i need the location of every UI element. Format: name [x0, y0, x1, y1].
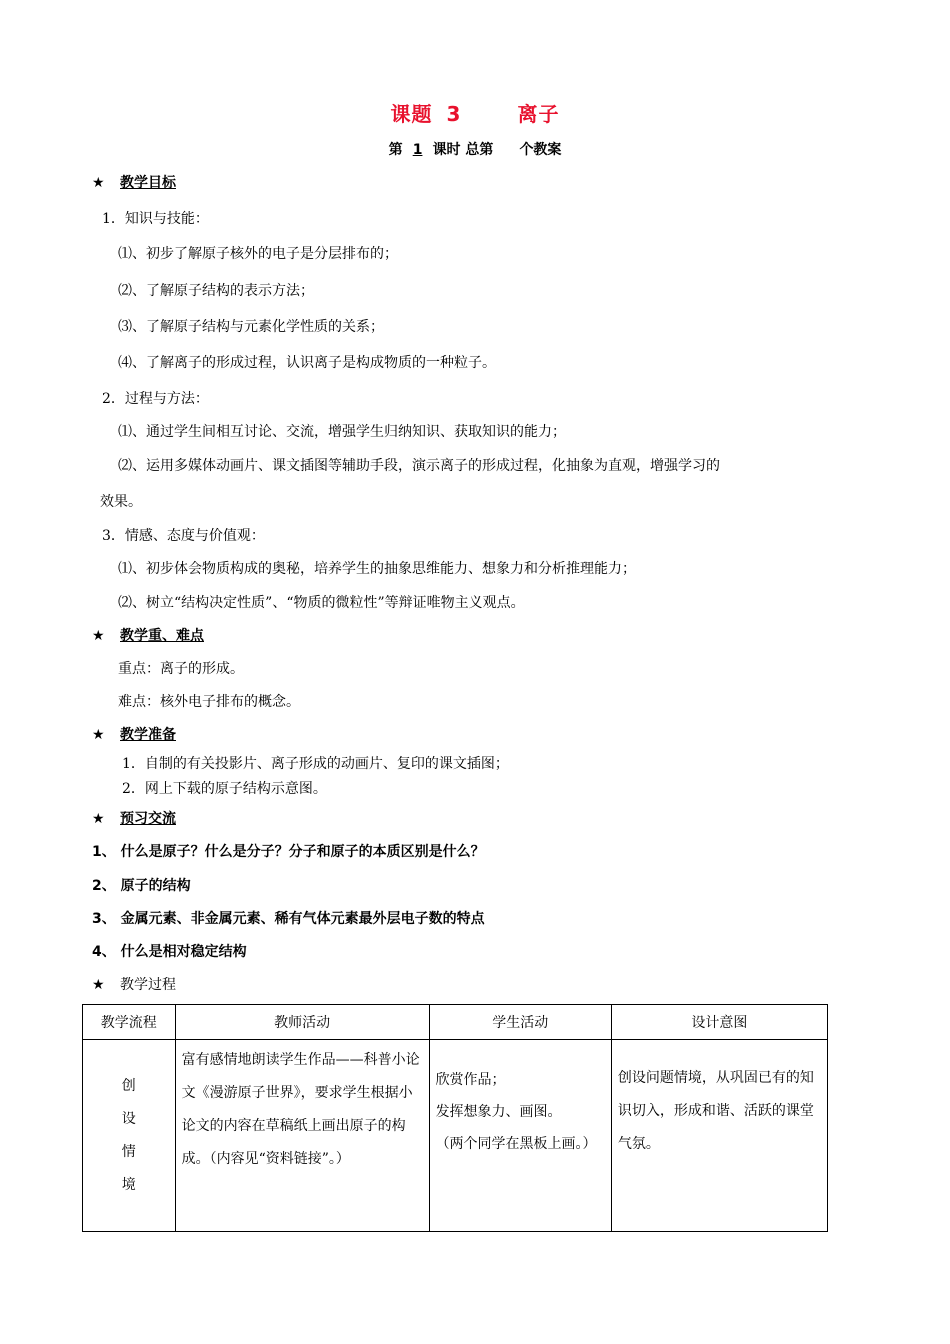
lesson-subtitle [0, 139, 950, 159]
objective-item: ⑴、初步体会物质构成的奥秘，培养学生的抽象思维能力、想象力和分析推理能力； [118, 561, 636, 577]
objective-item-continued: 效果。 [100, 494, 142, 510]
objective-group-label: 3．情感、态度与价值观： [102, 528, 265, 544]
objectives-heading [92, 172, 176, 192]
process-heading-text: 教学过程 [120, 977, 176, 993]
column-header: 设计意图 [611, 1005, 827, 1040]
preview-heading-text: 预习交流 [120, 811, 176, 827]
star-icon: ★ [92, 977, 105, 993]
student-activity-text [430, 1040, 611, 1160]
preparation-heading-text: 教学准备 [120, 727, 176, 743]
subtitle-part1: 第 [388, 142, 403, 158]
objective-group-label: 1．知识与技能： [102, 211, 209, 227]
objective-item: ⑷、了解离子的形成过程，认识离子是构成物质的一种粒子。 [118, 355, 496, 371]
flow-char: 境 [121, 1176, 136, 1193]
preparation-item: 2．网上下载的原子结构示意图。 [122, 781, 327, 797]
preparation-item: 1．自制的有关投影片、离子形成的动画片、复印的课文插图； [122, 756, 509, 772]
objective-item: ⑵、了解原子结构的表示方法； [118, 283, 314, 299]
preview-heading [92, 808, 176, 828]
objective-item: ⑵、运用多媒体动画片、课文插图等辅助手段，演示离子的形成过程，化抽象为直观，增强学习的 [118, 458, 720, 474]
flow-char: 创 [121, 1077, 136, 1094]
design-intent-cell [611, 1040, 827, 1232]
teaching-process-table [82, 1004, 828, 1232]
flow-char: 情 [121, 1143, 136, 1160]
preparation-heading [92, 724, 176, 744]
star-icon: ★ [92, 727, 105, 743]
flow-cell [83, 1040, 176, 1232]
key-point-item: 重点：离子的形成。 [118, 661, 244, 677]
preview-question: 2、 原子的结构 [92, 878, 191, 894]
objective-item: ⑵、树立“结构决定性质”、“物质的微粒性”等辩证唯物主义观点。 [118, 595, 525, 611]
preview-question: 4、 什么是相对稳定结构 [92, 944, 247, 960]
key-point-item: 难点：核外电子排布的概念。 [118, 694, 300, 710]
title-number: 3 [446, 102, 462, 126]
column-header: 教学流程 [83, 1005, 176, 1040]
subtitle-part3: 个教案 [519, 142, 562, 158]
star-icon: ★ [92, 175, 105, 191]
process-heading [92, 974, 176, 994]
student-activity-line: 欣赏作品； [435, 1072, 506, 1088]
teacher-activity-text: 富有感情地朗读学生作品——科普小论文《漫游原子世界》，要求学生根据小论文的内容在草稿纸上画出原子的构成。（内容见“资料链接”。） [181, 1052, 420, 1167]
student-activity-line: （两个同学在黑板上画。） [435, 1136, 597, 1152]
page-title [0, 98, 950, 127]
teacher-activity-cell [175, 1040, 429, 1232]
objective-group-label: 2．过程与方法： [102, 391, 209, 407]
table-header-row [83, 1005, 828, 1040]
column-header: 学生活动 [429, 1005, 611, 1040]
lesson-number: 1 [412, 142, 423, 158]
student-activity-line: 发挥想象力、画图。 [435, 1104, 562, 1120]
objective-item: ⑶、了解原子结构与元素化学性质的关系； [118, 319, 384, 335]
star-icon: ★ [92, 811, 105, 827]
objective-item: ⑴、初步了解原子核外的电子是分层排布的； [118, 246, 398, 262]
star-icon: ★ [92, 628, 105, 644]
objectives-heading-text: 教学目标 [120, 175, 176, 191]
title-topic: 离子 [517, 102, 560, 126]
flow-char: 设 [121, 1110, 136, 1127]
key-points-heading [92, 625, 204, 645]
table-row [83, 1040, 828, 1232]
design-intent-text: 创设问题情境，从巩固已有的知识切入，形成和谐、活跃的课堂气氛。 [617, 1070, 814, 1152]
subtitle-part2: 课时 总第 [432, 142, 494, 158]
title-prefix: 课题 [390, 102, 433, 126]
preview-question: 3、 金属元素、非金属元素、稀有气体元素最外层电子数的特点 [92, 911, 485, 927]
key-points-heading-text: 教学重、难点 [120, 628, 204, 644]
student-activity-cell [429, 1040, 611, 1232]
preview-question: 1、 什么是原子？什么是分子？分子和原子的本质区别是什么？ [92, 844, 485, 860]
column-header: 教师活动 [175, 1005, 429, 1040]
objective-item: ⑴、通过学生间相互讨论、交流，增强学生归纳知识、获取知识的能力； [118, 424, 566, 440]
